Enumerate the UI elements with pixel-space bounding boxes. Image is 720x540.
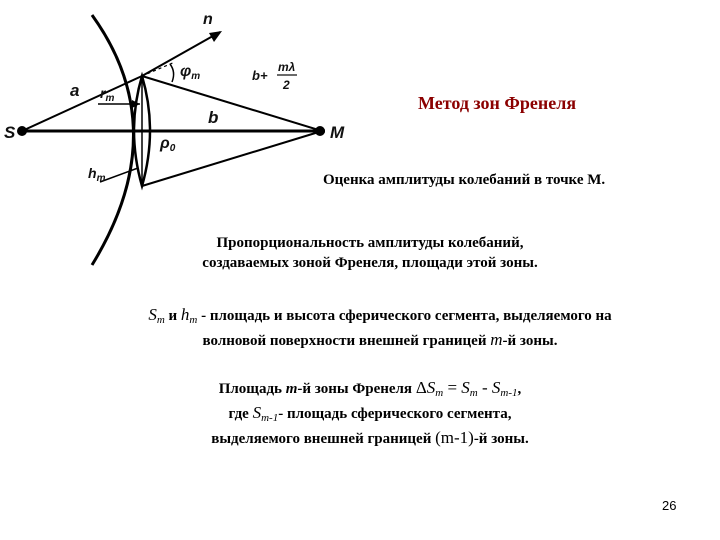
point-m [315, 126, 325, 136]
text-segment-definition [70, 305, 690, 351]
label-frac-den: 2 [283, 78, 290, 92]
normal-arrow-icon [209, 31, 222, 42]
label-m: M [330, 123, 345, 142]
wavefront-arc [92, 15, 134, 265]
hm-line [100, 168, 138, 182]
label-n: n [203, 11, 213, 28]
line-top-m [142, 76, 322, 131]
label-hm: $h_m$ [88, 165, 106, 184]
label-b: b [208, 108, 219, 127]
label-phim: φm [180, 63, 201, 82]
text-proportionality-line1: Пропорциональность амплитуды колебаний, [216, 235, 524, 251]
label-rm: $r_m$ [100, 85, 115, 104]
label-s: S [4, 123, 16, 142]
label-frac-num: mλ [278, 60, 296, 74]
text-zone-area-line1: Площадь m-й зоны Френеля $\Delta S_m = S_m - S_{m-1}$, [218, 378, 522, 399]
page-number: 26 [662, 498, 677, 513]
text-zone-area-line3: выделяемого внешней границей (m-1)-й зоны. [211, 428, 529, 447]
text-proportionality-line2: создаваемых зоной Френеля, площади этой зоны. [202, 255, 538, 271]
text-zone-area-line2: где $S_{m-1}-$ площадь сферического сегмента, [228, 403, 512, 424]
text-amplitude-estimate: Оценка амплитуды колебаний в точке М. [323, 172, 606, 188]
slide-title: Метод зон Френеля [418, 93, 577, 113]
label-b-plus: b+ [252, 68, 268, 83]
text-segment-line1: $S_m$ и $h_m$ - площадь и высота сферического сегмента, выделяемого на [148, 305, 612, 326]
point-s [17, 126, 27, 136]
text-zone-area [110, 378, 630, 449]
phi-arc [170, 64, 174, 82]
label-a: a [70, 81, 80, 100]
text-proportionality [130, 233, 610, 273]
label-rho0: ρ0 [160, 135, 176, 154]
text-segment-line2: волновой поверхности внешней границей m-й зоны. [202, 330, 558, 349]
